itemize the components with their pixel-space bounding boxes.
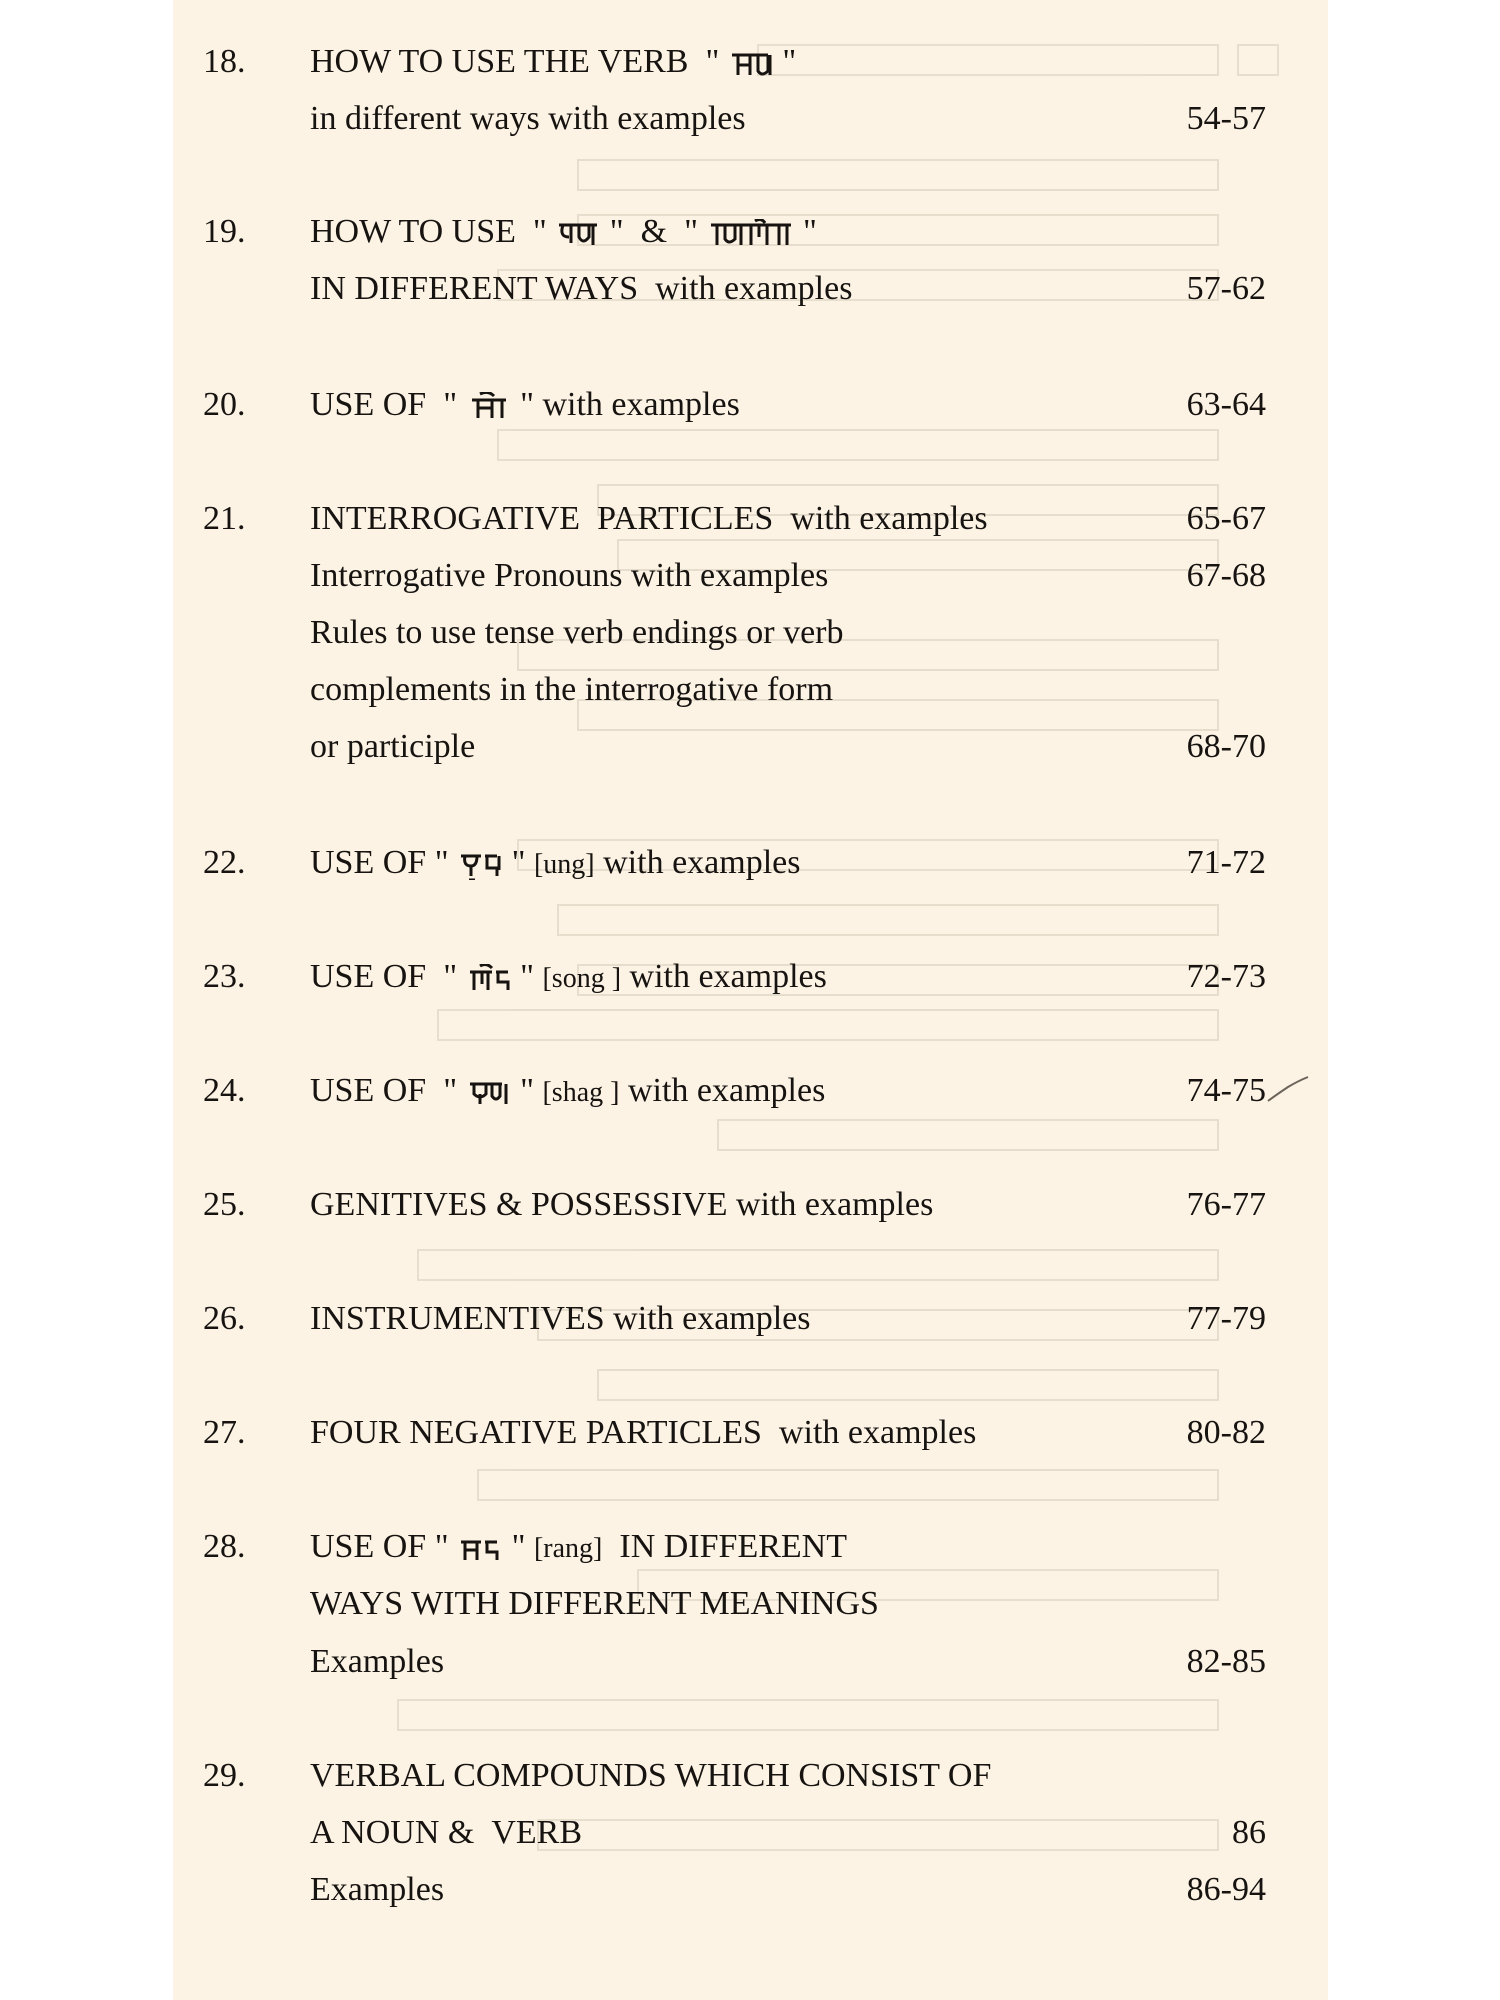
toc-line <box>173 264 1328 314</box>
tibetan-script-dug <box>555 219 601 249</box>
title-part: IN DIFFERENT <box>602 1528 847 1565</box>
entry-page: 77-79 <box>1186 1300 1266 1337</box>
entry-title <box>310 37 796 87</box>
title-part: " <box>773 43 797 80</box>
toc-entry-23 <box>173 952 1328 1002</box>
toc-line <box>173 1808 1328 1858</box>
entry-title <box>310 380 740 430</box>
title-part: HOW TO USE " <box>310 213 556 250</box>
title-part: with examples <box>621 958 827 995</box>
toc-entry-22 <box>173 838 1328 888</box>
title-part: USE OF " <box>310 1528 458 1565</box>
toc-line <box>173 665 1328 715</box>
entry-number: 29. <box>203 1757 246 1794</box>
entry-page: 57-62 <box>1186 270 1266 307</box>
entry-title: FOUR NEGATIVE PARTICLES with examples <box>310 1414 977 1451</box>
entry-page: 63-64 <box>1186 386 1266 423</box>
title-part: " <box>503 844 534 881</box>
toc-entry-19 <box>173 207 1328 257</box>
title-part: " <box>794 213 817 250</box>
entry-number: 22. <box>203 844 246 881</box>
title-part: " <box>503 1528 534 1565</box>
title-part: " <box>511 1072 543 1109</box>
entry-number: 28. <box>203 1528 246 1565</box>
entry-title: Interrogative Pronouns with examples <box>310 557 829 594</box>
toc-entry-21 <box>173 494 1328 544</box>
entry-number: 25. <box>203 1186 246 1223</box>
pencil-check-mark-icon <box>1266 1075 1310 1105</box>
entry-title <box>310 838 800 890</box>
entry-page: 54-57 <box>1186 100 1266 137</box>
entry-title <box>310 1522 847 1574</box>
entry-title: GENITIVES & POSSESSIVE with examples <box>310 1186 934 1223</box>
entry-page: 86-94 <box>1186 1871 1266 1908</box>
entry-title: INTERROGATIVE PARTICLES with examples <box>310 500 988 537</box>
entry-number: 26. <box>203 1300 246 1337</box>
tibetan-script-shag <box>466 1078 512 1108</box>
toc-entry-24 <box>173 1066 1328 1116</box>
romanization: [shag ] <box>542 1077 620 1108</box>
entry-page: 82-85 <box>1186 1643 1266 1680</box>
romanization: [rang] <box>533 1533 603 1564</box>
book-page <box>173 0 1328 2000</box>
romanization: [ung] <box>533 849 595 880</box>
tibetan-script-ung <box>457 850 503 880</box>
toc-line <box>173 1637 1328 1687</box>
entry-page: 86 <box>1232 1814 1266 1851</box>
title-part: USE OF " <box>310 844 458 881</box>
entry-number: 21. <box>203 500 246 537</box>
entry-title: A NOUN & VERB <box>310 1814 583 1851</box>
entry-page: 80-82 <box>1186 1414 1266 1451</box>
toc-line <box>173 1579 1328 1629</box>
entry-page: 74-75 <box>1186 1072 1266 1109</box>
toc-entry-29 <box>173 1751 1328 1801</box>
entry-title: Rules to use tense verb endings or verb <box>310 614 844 651</box>
entry-title <box>310 952 827 1004</box>
tibetan-script-yog-red <box>707 219 795 249</box>
entry-number: 18. <box>203 43 246 80</box>
entry-number: 19. <box>203 213 246 250</box>
toc-entry-27 <box>173 1408 1328 1458</box>
entry-title: in different ways with examples <box>310 100 746 137</box>
entry-number: 24. <box>203 1072 246 1109</box>
entry-title: WAYS WITH DIFFERENT MEANINGS <box>310 1585 879 1622</box>
toc-entry-26 <box>173 1294 1328 1344</box>
entry-title: or participle <box>310 728 476 765</box>
entry-number: 20. <box>203 386 246 423</box>
entry-number: 23. <box>203 958 246 995</box>
entry-title <box>310 1066 825 1118</box>
entry-title: IN DIFFERENT WAYS with examples <box>310 270 853 307</box>
entry-page: 76-77 <box>1186 1186 1266 1223</box>
toc-entry-25 <box>173 1180 1328 1230</box>
entry-page: 65-67 <box>1186 500 1266 537</box>
entry-title: Examples <box>310 1643 445 1680</box>
romanization: [song ] <box>542 963 622 994</box>
tibetan-script-song <box>466 964 512 994</box>
entry-title: complements in the interrogative form <box>310 671 834 708</box>
toc-entry-20 <box>173 380 1328 430</box>
title-part: USE OF " <box>310 386 466 423</box>
title-part: USE OF " <box>310 958 466 995</box>
entry-page: 68-70 <box>1186 728 1266 765</box>
toc-entry-18 <box>173 37 1328 87</box>
entry-title: INSTRUMENTIVES with examples <box>310 1300 811 1337</box>
title-part: with examples <box>619 1072 826 1109</box>
tibetan-script-rang <box>457 1534 503 1564</box>
tibetan-script-yod <box>728 49 774 79</box>
entry-title: Examples <box>310 1871 445 1908</box>
title-part: " <box>511 958 543 995</box>
toc-line <box>173 551 1328 601</box>
title-part: " & " <box>601 213 707 250</box>
entry-page: 72-73 <box>1186 958 1266 995</box>
entry-page: 71-72 <box>1186 844 1266 881</box>
title-part: HOW TO USE THE VERB " <box>310 43 728 80</box>
tibetan-script-red <box>466 392 512 422</box>
entry-title: VERBAL COMPOUNDS WHICH CONSIST OF <box>310 1757 992 1794</box>
toc-line <box>173 722 1328 772</box>
entry-number: 27. <box>203 1414 246 1451</box>
entry-title <box>310 207 817 257</box>
toc-entry-28 <box>173 1522 1328 1572</box>
title-part: " with examples <box>511 386 740 423</box>
toc-line <box>173 1865 1328 1915</box>
entry-page: 67-68 <box>1186 557 1266 594</box>
toc-line <box>173 608 1328 658</box>
title-part: with examples <box>594 844 801 881</box>
toc-line <box>173 94 1328 144</box>
title-part: USE OF " <box>310 1072 466 1109</box>
